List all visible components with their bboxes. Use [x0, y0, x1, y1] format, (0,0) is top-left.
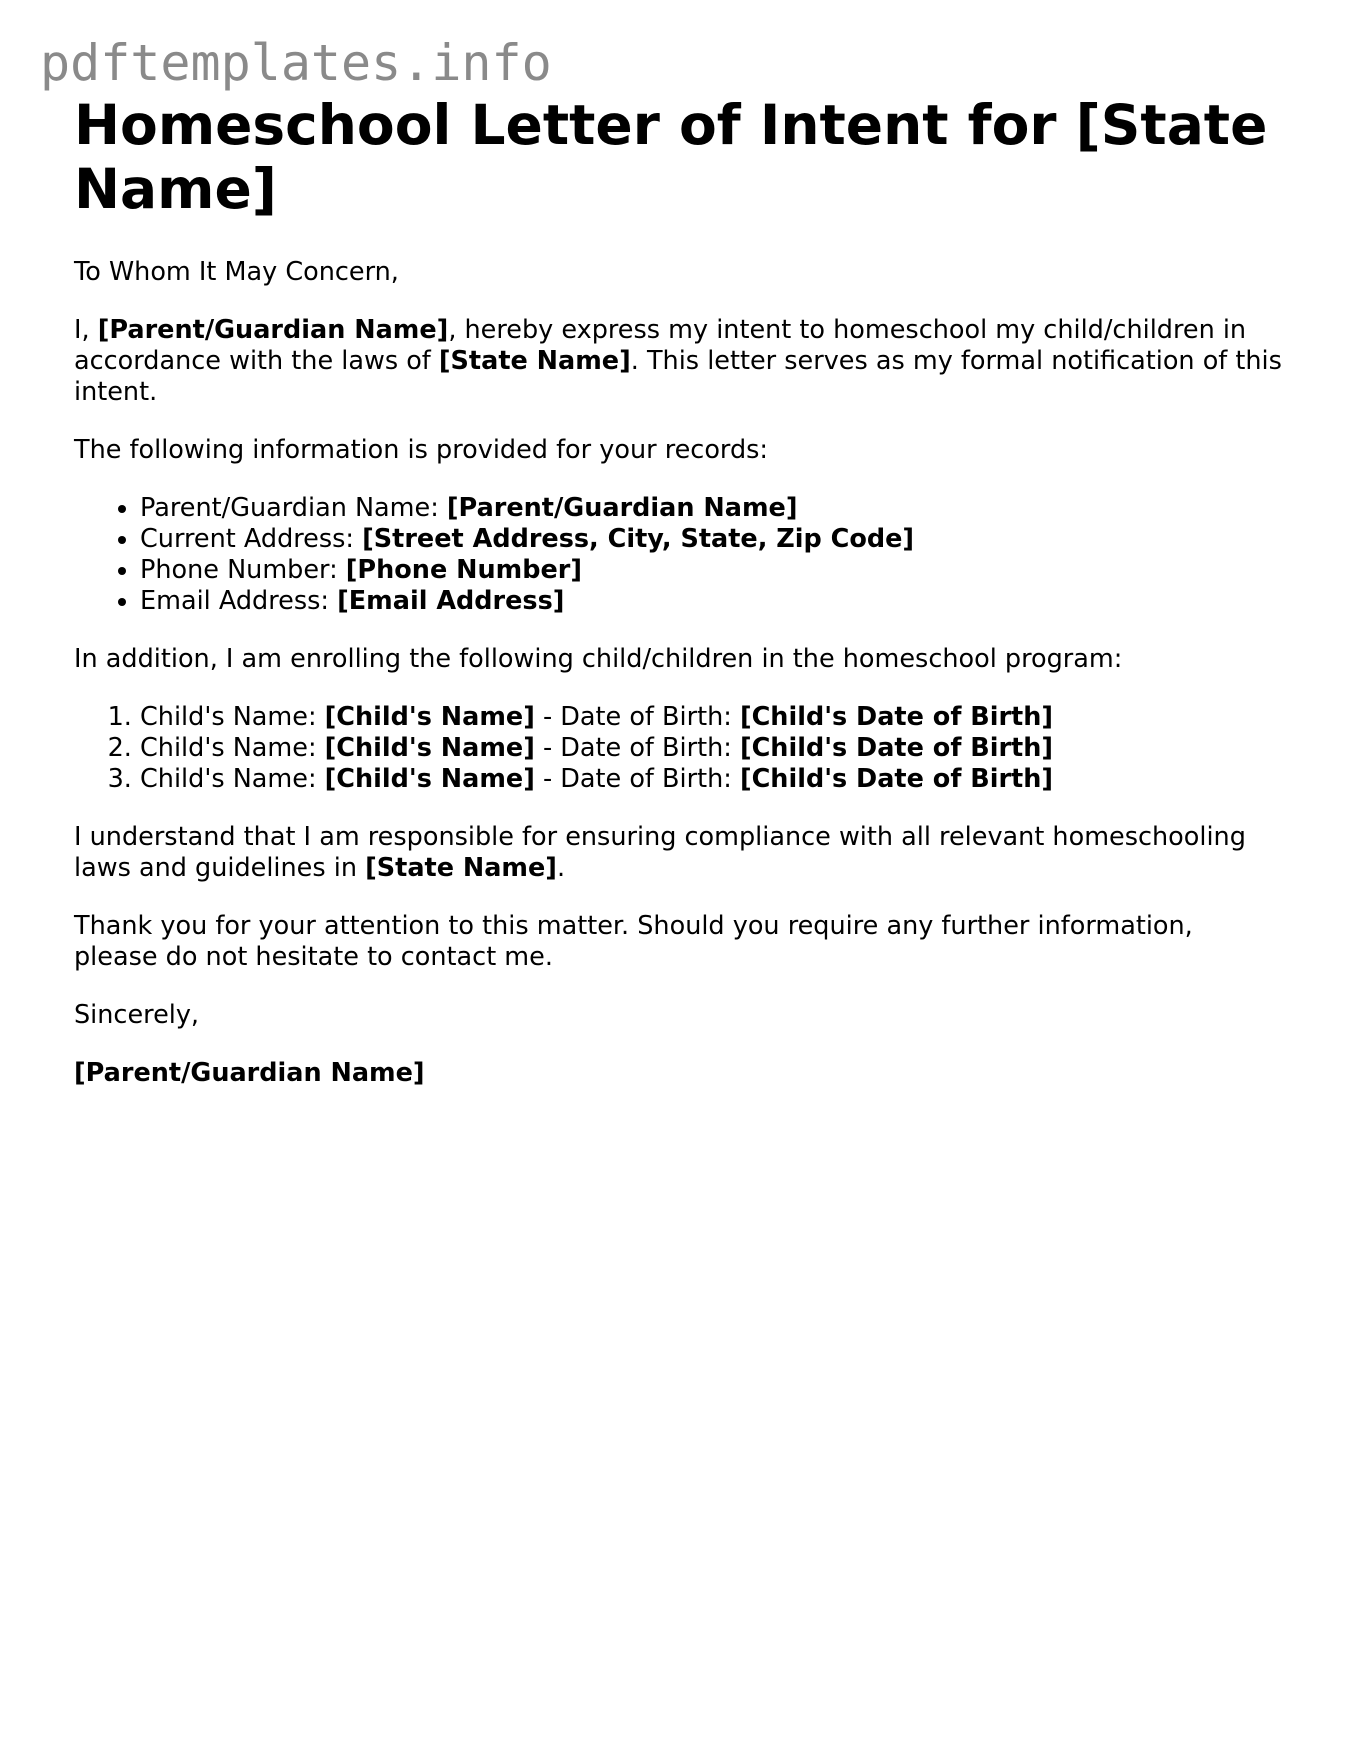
child-name-label: Child's Name:: [140, 764, 325, 794]
info-value: [Email Address]: [337, 586, 565, 616]
info-value: [Phone Number]: [345, 555, 582, 585]
info-label: Email Address:: [140, 586, 338, 616]
children-intro: In addition, I am enrolling the following child/children in the homeschool program:: [74, 644, 1123, 674]
page-title: Homeschool Letter of Intent for [State Name]: [74, 93, 1268, 221]
child-name: [Child's Name]: [324, 764, 535, 794]
compliance-state-name: [State Name]: [365, 853, 557, 883]
compliance-suffix: .: [556, 853, 566, 883]
intro-prefix: I,: [74, 315, 98, 345]
child-dob: [Child's Date of Birth]: [739, 764, 1054, 794]
info-item-email: [140, 586, 1284, 617]
info-label: Parent/Guardian Name:: [140, 493, 447, 523]
child-name-label: Child's Name:: [140, 702, 325, 732]
info-value: [Street Address, City, State, Zip Code]: [362, 524, 915, 554]
child-item: [140, 702, 1284, 733]
signature: [Parent/Guardian Name]: [74, 1058, 425, 1088]
child-name-label: Child's Name:: [140, 733, 325, 763]
info-list: [74, 493, 1284, 617]
intro-state-name: [State Name]: [438, 346, 631, 376]
info-item-parent-name: [140, 493, 1284, 524]
child-item: [140, 764, 1284, 795]
closing: Sincerely,: [74, 1000, 200, 1030]
records-intro: The following information is provided for your records:: [74, 435, 769, 465]
thanks-paragraph: Thank you for your attention to this matter. Should you require any further information, please do not hesitate to contact me.: [74, 911, 1193, 972]
letter-document: [74, 93, 1284, 1089]
info-label: Phone Number:: [140, 555, 346, 585]
child-dob: [Child's Date of Birth]: [739, 733, 1054, 763]
intro-middle: , hereby express my intent to homeschool my child/children in accordance with the laws of: [74, 315, 1247, 376]
info-label: Current Address:: [140, 524, 363, 554]
compliance-paragraph: [74, 822, 1284, 884]
child-item: [140, 733, 1284, 764]
child-name: [Child's Name]: [324, 733, 535, 763]
child-dob: [Child's Date of Birth]: [739, 702, 1054, 732]
children-list: [74, 702, 1284, 795]
info-item-phone: [140, 555, 1284, 586]
salutation: To Whom It May Concern,: [74, 257, 399, 287]
info-value: [Parent/Guardian Name]: [446, 493, 798, 523]
intro-paragraph: [74, 315, 1284, 408]
child-dob-label: - Date of Birth:: [534, 733, 740, 763]
child-dob-label: - Date of Birth:: [534, 702, 740, 732]
child-name: [Child's Name]: [324, 702, 535, 732]
intro-suffix: . This letter serves as my formal notification of this intent.: [74, 346, 1282, 407]
compliance-prefix: I understand that I am responsible for ensuring compliance with all relevant homeschooling laws and guidelines in: [74, 822, 1246, 883]
child-dob-label: - Date of Birth:: [534, 764, 740, 794]
intro-parent-name: [Parent/Guardian Name]: [97, 315, 449, 345]
watermark: pdftemplates.info: [40, 34, 552, 92]
info-item-address: [140, 524, 1284, 555]
